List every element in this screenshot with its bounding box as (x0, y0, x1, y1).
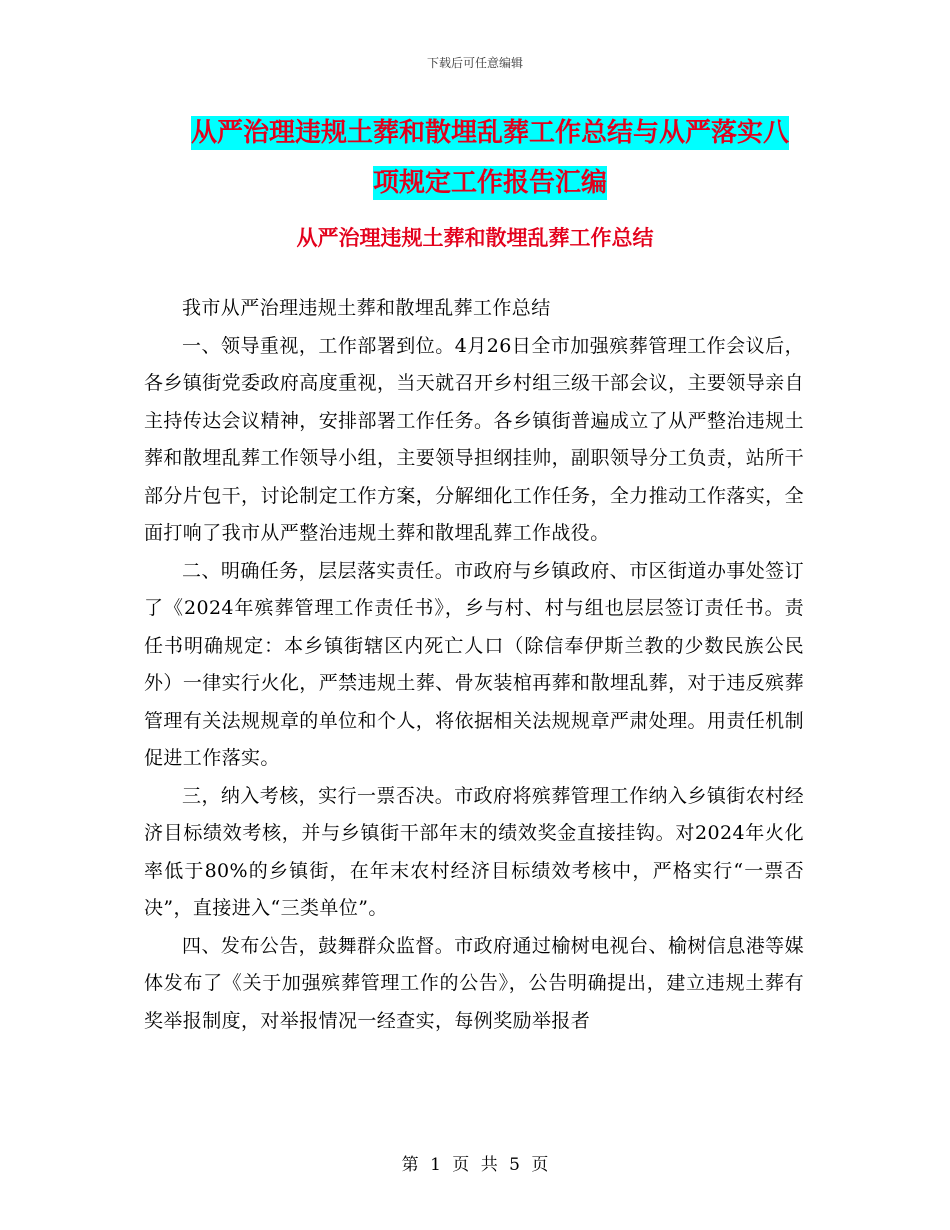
header-note: 下载后可任意编辑 (426, 56, 523, 70)
section-title: 从严治理违规土葬和散埋乱葬工作总结 (296, 225, 654, 250)
page-number: 第 1 页 共 5 页 (401, 1155, 549, 1175)
paragraph-1: 一、领导重视，工作部署到位。4月26日全市加强殡葬管理工作会议后，各乡镇街党委政府高度重视，当天就召开乡村组三级干部会议，主要领导亲自主持传达会议精神，安排部署工作任务。各乡镇街普遍成立了从严整治违规土葬和散埋乱葬工作领导小组，主要领导担纲挂帅，副职领导分工负责，站所干部分片包干，讨论制定工作方案，分解细化工作任务，全力推动工作落实，全面打响了我市从严整治违规土葬和散埋乱葬工作战役。 (144, 334, 804, 544)
document-title (150, 108, 830, 208)
document-body (144, 290, 804, 1040)
paragraph-2: 二、明确任务，层层落实责任。市政府与乡镇政府、市区街道办事处签订了《2024年殡葬管理工作责任书》，乡与村、村与组也层层签订责任书。责任书明确规定：本乡镇街辖区内死亡人口（除信奉伊斯兰教的少数民族公民外）一律实行火化，严禁违规土葬、骨灰装棺再葬和散埋乱葬，对于违反殡葬管理有关法规规章的单位和个人，将依据相关法规规章严肃处理。用责任机制促进工作落实。 (144, 559, 804, 769)
paragraph-intro: 我市从严治理违规土葬和散埋乱葬工作总结 (182, 297, 551, 319)
paragraph-4: 四、发布公告，鼓舞群众监督。市政府通过榆树电视台、榆树信息港等媒体发布了《关于加强殡葬管理工作的公告》，公告明确提出，建立违规土葬有奖举报制度，对举报情况一经查实，每例奖励举报者 (144, 934, 804, 1032)
document-title-line-1: 从严治理违规土葬和散埋乱葬工作总结与从严落实八 (190, 118, 789, 148)
document-title-line-2: 项规定工作报告汇编 (372, 168, 607, 198)
paragraph-3: 三，纳入考核，实行一票否决。市政府将殡葬管理工作纳入乡镇街农村经济目标绩效考核，并与乡镇街干部年末的绩效奖金直接挂钩。对2024年火化率低于80%的乡镇街，在年末农村经济目标绩效考核中，严格实行“一票否决”，直接进入“三类单位”。 (144, 784, 804, 919)
